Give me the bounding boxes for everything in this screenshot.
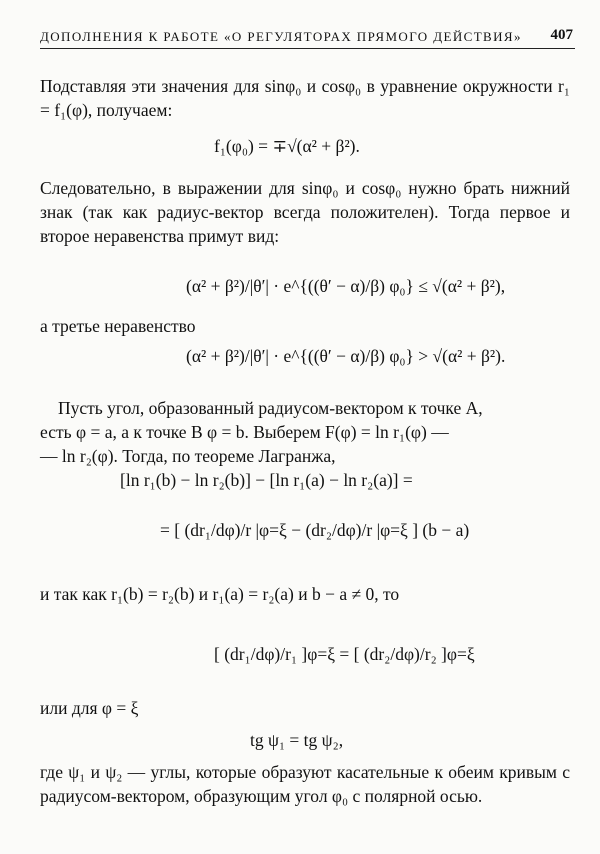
- paragraph-4-line-1: Пусть угол, образованный радиусом-вектором к точке A,: [58, 398, 483, 418]
- equation-1: f₁(φ₀) = ∓√(α² + β²).: [214, 136, 360, 156]
- equation-6: [ (dr₁/dφ)/r₁ ]φ=ξ = [ (dr₂/dφ)/r₂ ]φ=ξ: [214, 644, 475, 664]
- paragraph-5: и так как r₁(b) = r₂(b) и r₁(a) = r₂(a) и b − a ≠ 0, то: [40, 584, 400, 604]
- paragraph-7: где ψ₁ и ψ₂ — углы, которые образуют касательные к обеим кривым с радиусом-вектором, образующим угол φ₀ с полярной осью.: [40, 762, 570, 806]
- equation-5: = [ (dr₁/dφ)/r |φ=ξ − (dr₂/dφ)/r |φ=ξ ] (b − a): [160, 520, 470, 540]
- equation-2: (α² + β²)/|θ′| · e^{((θ′ − α)/β) φ₀} ≤ √(α² + β²),: [186, 276, 506, 296]
- running-header: [40, 26, 575, 49]
- page-number: 407: [550, 27, 573, 43]
- paragraph-3: а третье неравенство: [40, 316, 196, 336]
- equation-3: (α² + β²)/|θ′| · e^{((θ′ − α)/β) φ₀} > √(α² + β²).: [186, 346, 506, 366]
- paragraph-6: или для φ = ξ: [40, 698, 139, 718]
- paragraph-4-line-2: есть φ = a, а к точке B φ = b. Выберем F(φ) = ln r₁(φ) —: [40, 422, 449, 442]
- equation-4: [ln r₁(b) − ln r₂(b)] − [ln r₁(a) − ln r₂(a)] =: [120, 470, 413, 490]
- paragraph-2: Следовательно, в выражении для sinφ₀ и cosφ₀ нужно брать нижний знак (так как радиус-вектор всегда положителен). Тогда первое и второе неравенства примут вид:: [40, 178, 570, 246]
- paragraph-4-line-3: — ln r₂(φ). Тогда, по теореме Лагранжа,: [40, 446, 336, 466]
- paragraph-1: Подставляя эти значения для sinφ₀ и cosφ₀ в уравнение окружности r₁ = f₁(φ), получаем:: [40, 76, 570, 120]
- header-title: ДОПОЛНЕНИЯ К РАБОТЕ «О РЕГУЛЯТОРАХ ПРЯМОГО ДЕЙСТВИЯ»: [40, 29, 522, 44]
- equation-7: tg ψ₁ = tg ψ₂,: [250, 730, 344, 750]
